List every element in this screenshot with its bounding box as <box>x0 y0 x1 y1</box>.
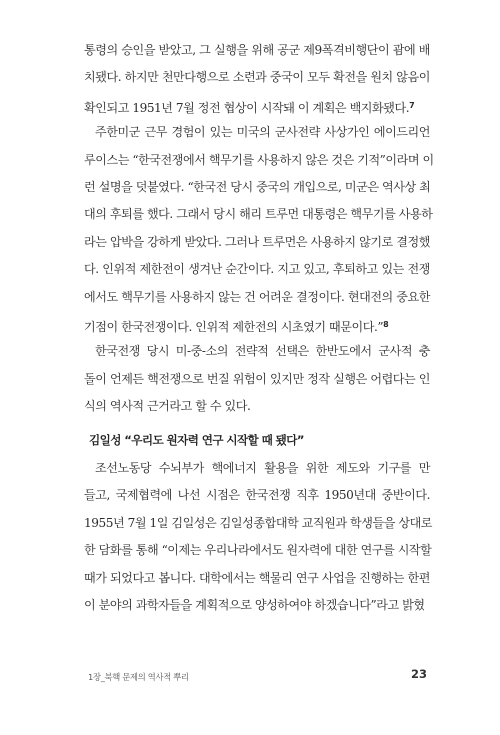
text-line <box>84 64 430 91</box>
text-line <box>84 565 430 592</box>
text-line <box>84 256 430 283</box>
text-line <box>84 174 430 201</box>
line-text: 때가 되었다고 봅니다. 대학에서는 핵물리 연구 사업을 진행하는 한편 <box>84 570 430 585</box>
text-line <box>84 537 430 564</box>
section-heading: 김일성 “우리도 원자력 연구 시작할 때 됐다” <box>89 433 304 447</box>
line-text: 돌이 언제든 핵전쟁으로 번질 위험이 있지만 정작 실행은 어렵다는 인 <box>84 371 430 386</box>
text-line <box>84 229 430 256</box>
text-line <box>84 338 430 365</box>
text-line <box>84 510 433 537</box>
line-text: 이 분야의 과학자들을 계획적으로 양성하여야 하겠습니다”라고 밝혔 <box>84 597 425 612</box>
line-text: 대의 후퇴를 했다. 그래서 당시 해리 트루먼 대통령은 핵무기를 사용하 <box>84 207 433 222</box>
line-text: 통령의 승인을 받았고, 그 실행을 위해 공군 제9폭격비행단이 괌에 배 <box>84 43 430 57</box>
line-text: 주한미군 근무 경험이 있는 미국의 군사전략 사상가인 에이드리언 <box>95 125 430 140</box>
line-text: 런 설명을 덧붙였다. “한국전 당시 중국의 개입으로, 미군은 역사상 최 <box>84 179 431 194</box>
line-text: 치됐다. 하지만 천만다행으로 소련과 중국이 모두 확전을 원치 않음이 <box>84 70 430 85</box>
text-line <box>84 592 430 619</box>
text-line <box>84 147 434 174</box>
line-text: 에서도 핵무기를 사용하지 않는 건 어려운 결정이다. 현대전의 중요한 <box>84 289 430 304</box>
paragraph <box>84 338 430 420</box>
text-line <box>84 311 430 338</box>
text-line <box>84 119 430 146</box>
running-footer-chapter: 1장_북핵 문제의 역사적 뿌리 <box>88 672 189 682</box>
line-text: 루이스는 “한국전쟁에서 핵무기를 사용하지 않은 것은 기적”이라며 이 <box>84 152 434 167</box>
text-line <box>84 366 430 393</box>
line-text: 라는 압박을 강하게 받았다. 그러나 트루먼은 사용하지 않기로 결정했 <box>84 234 430 249</box>
paragraph <box>84 119 434 338</box>
text-line <box>84 37 430 64</box>
body-text-section-2 <box>84 455 433 619</box>
line-text: 한국전쟁 당시 미-중-소의 전략적 선택은 한반도에서 군사적 충 <box>95 344 430 359</box>
line-text: 1955년 7월 1일 김일성은 김일성종합대학 교직원과 학생들을 상대로 <box>84 515 433 530</box>
paragraph <box>84 455 433 619</box>
line-text: 식의 역사적 근거라고 할 수 있다. <box>84 399 251 414</box>
paragraph <box>84 37 430 119</box>
line-text: 조선노동당 수뇌부가 핵에너지 활용을 위한 제도와 기구를 만 <box>95 461 430 475</box>
line-text: 들고, 국제협력에 나선 시점은 한국전쟁 직후 1950년대 중반이다. <box>84 488 430 503</box>
line-text: 한 담화를 통해 “이제는 우리나라에서도 원자력에 대한 연구를 시작할 <box>84 543 432 558</box>
footnote-marker: 7 <box>409 100 415 110</box>
text-line <box>84 201 433 228</box>
page-number: 23 <box>411 667 428 681</box>
text-line <box>84 455 430 482</box>
body-text-section-1 <box>84 37 434 420</box>
text-line <box>84 482 430 509</box>
text-line <box>84 393 430 420</box>
text-line <box>84 284 430 311</box>
footnote-marker: 8 <box>383 319 389 329</box>
line-text: 다. 인위적 제한전이 생겨난 순간이다. 지고 있고, 후퇴하고 있는 전쟁 <box>84 262 430 277</box>
line-text: 기점이 한국전쟁이다. 인위적 제한전의 시초였기 때문이다.” <box>84 319 384 334</box>
line-text: 확인되고 1951년 7월 정전 협상이 시작돼 이 계획은 백지화됐다. <box>84 100 410 115</box>
text-line <box>84 92 430 119</box>
